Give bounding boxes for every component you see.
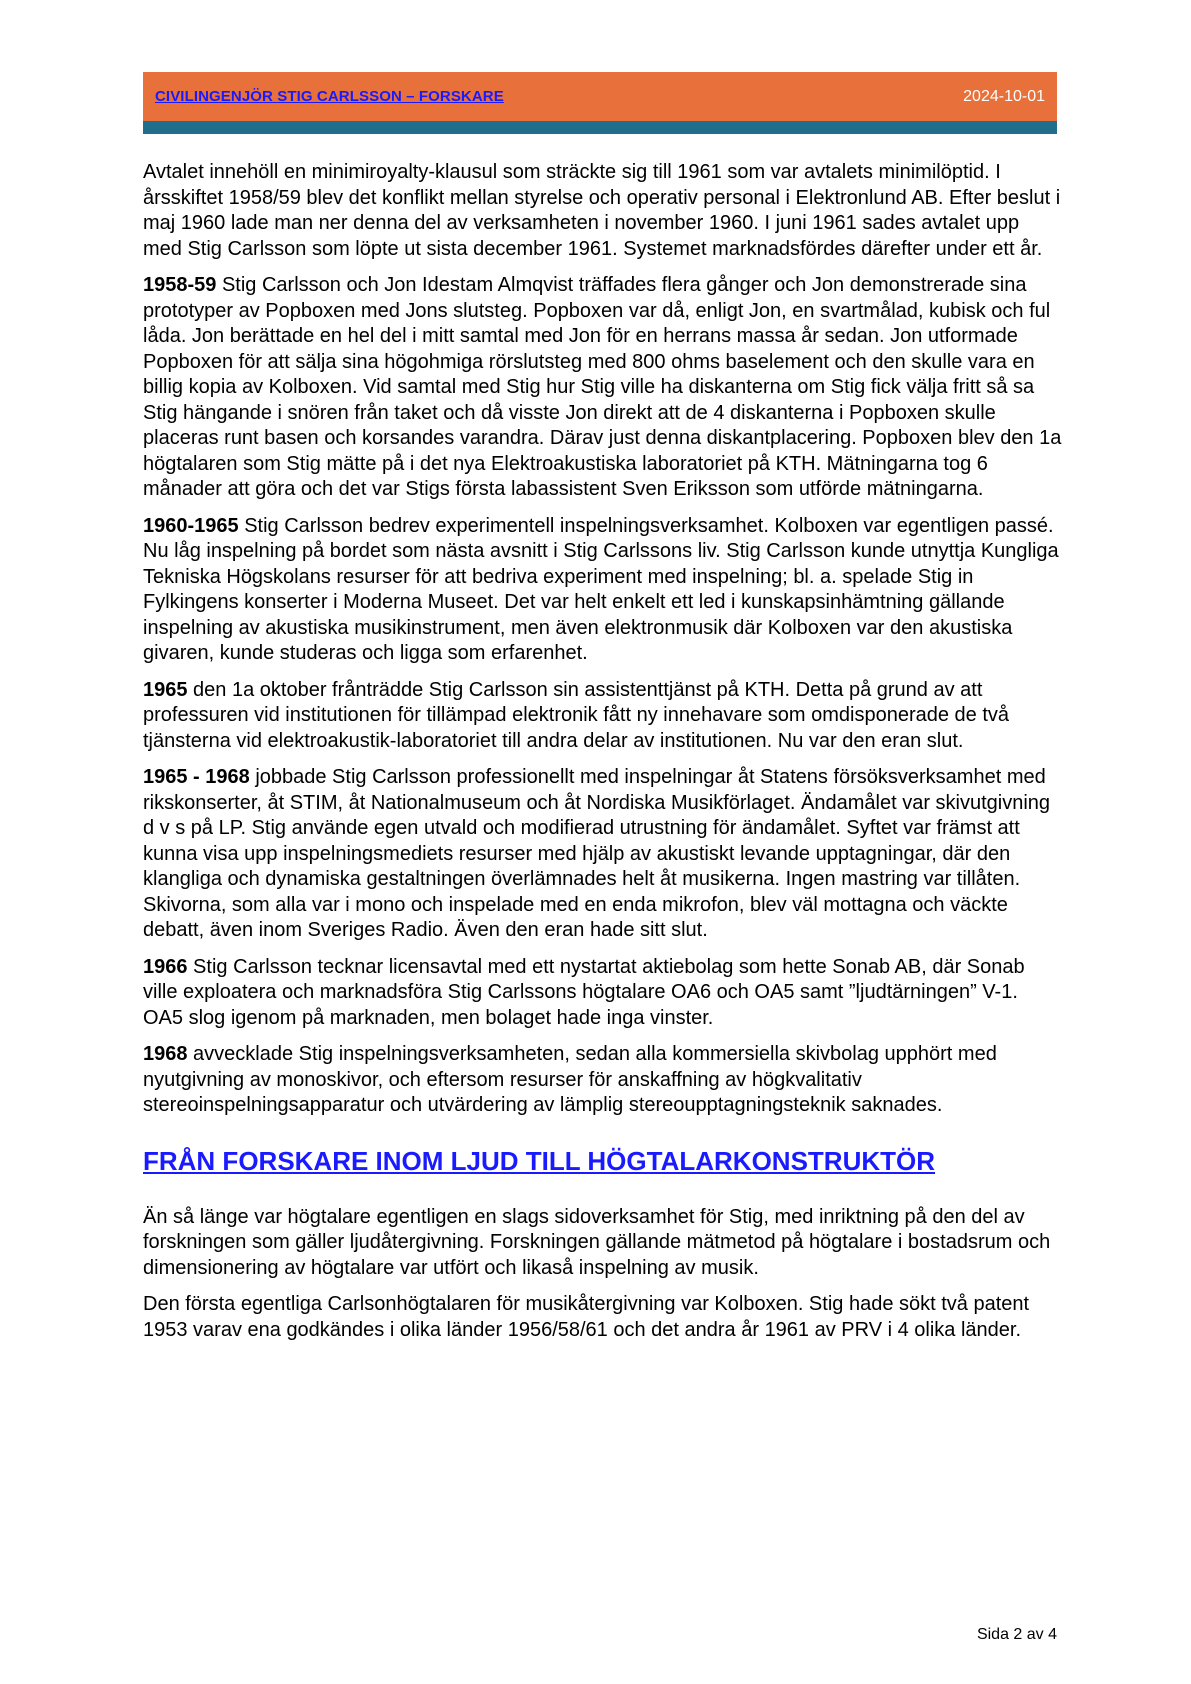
paragraph-text: Stig Carlsson bedrev experimentell inspelningsverksamhet. Kolboxen var egentligen passé. Nu låg inspelning på bordet som nästa avsnitt i Stig Carlssons liv. Stig Carlsson kunde utnyttja Kungliga Tekniska Högskolans resurser för att bedriva experiment med inspelning; bl. a. spelade Stig in Fylkingens konserter i Moderna Museet. Det var helt enkelt ett led i kunskapsinhämtning gällande inspelning av akustiska musikinstrument, men även elektronmusik där Kolboxen var den akustiska givaren, kunde studeras och ligga som erfarenhet. (143, 514, 1059, 664)
page-number: Sida 2 av 4 (976, 1626, 1057, 1643)
paragraph-lead: 1965 - 1968 (143, 766, 250, 788)
paragraph-lead: 1958-59 (143, 274, 217, 296)
paragraph-lead: 1965 (143, 678, 188, 701)
section-paragraph: Den första egentliga Carlsonhögtalaren för musikåtergivning var Kolboxen. Stig hade sökt två patent 1953 varav ena godkändes i olika länder 1956/58/61 och det andra år 1961 av PRV i 4 olika länder. (143, 1293, 1030, 1341)
paragraph (143, 160, 1063, 262)
paragraph-text: avvecklade Stig inspelningsverksamheten, sedan alla kommersiella skivbolag upphört med nyutgivning av monoskivor, och eftersom resurser för anskaffning av högkvalitativ stereoinspelningsapparatur och utvärdering av lämplig stereoupptagningsteknik saknades. (143, 1043, 997, 1116)
header-date: 2024-10-01 (963, 88, 1045, 105)
paragraph-text: den 1a oktober frånträdde Stig Carlsson sin assistenttjänst på KTH. Detta på grund av att professuren vid institutionen för tillämpad elektronik fått ny innehavare som omdisponerade de två tjänsterna vid elektroakustik-laboratoriet till andra delar av institutionen. Nu var den eran slut. (143, 678, 1010, 752)
paragraph-text: Stig Carlsson tecknar licensavtal med ett nystartat aktiebolag som hette Sonab AB, där Sonab ville exploatera och marknadsföra Stig Carlssons högtalare OA6 och OA5 samt ”ljudtärningen” V-1. OA5 slog igenom på marknaden, men bolaget hade inga vinster. (143, 955, 1025, 1029)
header-rule (143, 121, 1057, 134)
paragraph (143, 765, 1063, 944)
section-heading-link[interactable]: FRÅN FORSKARE INOM LJUD TILL HÖGTALARKONSTRUKTÖR (143, 1145, 935, 1176)
header-title-link[interactable]: CIVILINGENJÖR STIG CARLSSON – FORSKARE (155, 88, 504, 105)
page-header (143, 72, 1057, 134)
paragraph (143, 955, 1063, 1032)
paragraph (143, 678, 1063, 755)
paragraph (143, 1042, 1063, 1119)
paragraph (143, 273, 1063, 503)
paragraph (143, 514, 1063, 667)
paragraph-text: Avtalet innehöll en minimiroyalty-klausul som sträckte sig till 1961 som var avtalets minimilöptid. I årsskiftet 1958/59 blev det konflikt mellan styrelse och operativ personal i Elektronlund AB. Efter beslut i maj 1960 lade man ner denna del av verksamheten i november 1960. I juni 1961 sades avtalet upp med Stig Carlsson som löpte ut sista december 1961. Systemet marknadsfördes därefter under ett år. (143, 161, 1061, 260)
paragraph-lead: 1960-1965 (143, 514, 239, 537)
paragraph-lead: 1968 (143, 1043, 188, 1065)
section-paragraph: Än så länge var högtalare egentligen en slags sidoverksamhet för Stig, med inriktning på den del av forskningen som gäller ljudåtergivning. Forskningen gällande mätmetod på högtalare i bostadsrum och dimensionering av högtalare var utfört och likaså inspelning av musik. (143, 1205, 1051, 1279)
paragraph-lead: 1966 (143, 955, 188, 978)
paragraph-text: jobbade Stig Carlsson professionellt med inspelningar åt Statens försöksverksamhet med rikskonserter, åt STIM, åt Nationalmuseum och åt Nordiska Musikförlaget. Ändamålet var skivutgivning d v s på LP. Stig använde egen utvald och modifierad utrustning för ändamålet. Syftet var främst att kunna visa upp inspelningsmediets resurser med hjälp av akustiskt levande upptagningar, där den klangliga och dynamiska gestaltningen överlämnades helt åt musikerna. Ingen mastring var tillåten. Skivorna, som alla var i mono och inspelade med en enda mikrofon, blev väl mottagna och väckte debatt, även inom Sveriges Radio. Även den eran hade sitt slut. (143, 766, 1051, 941)
paragraph-text: Stig Carlsson och Jon Idestam Almqvist träffades flera gånger och Jon demonstrerade sina prototyper av Popboxen med Jons slutsteg. Popboxen var då, enligt Jon, en svartmålad, kubisk och ful låda. Jon berättade en hel del i mitt samtal med Jon för en herrans massa år sedan. Jon utformade Popboxen för att sälja sina högohmiga rörslutsteg med 800 ohms baselement och den skulle vara en billig kopia av Kolboxen. Vid samtal med Stig hur Stig ville ha diskanterna om Stig fick välja fritt så sa Stig hängande i snören från taket och då visste Jon direkt att de 4 diskanterna i Popboxen skulle placeras runt basen och korsandes varandra. Därav just denna diskantplacering. Popboxen blev den 1a högtalaren som Stig mätte på i det nya Elektroakustiska laboratoriet på KTH. Mätningarna tog 6 månader att göra och det var Stigs första labassistent Sven Eriksson som utförde mätningarna. (143, 274, 1062, 500)
document-body (143, 160, 1063, 1354)
